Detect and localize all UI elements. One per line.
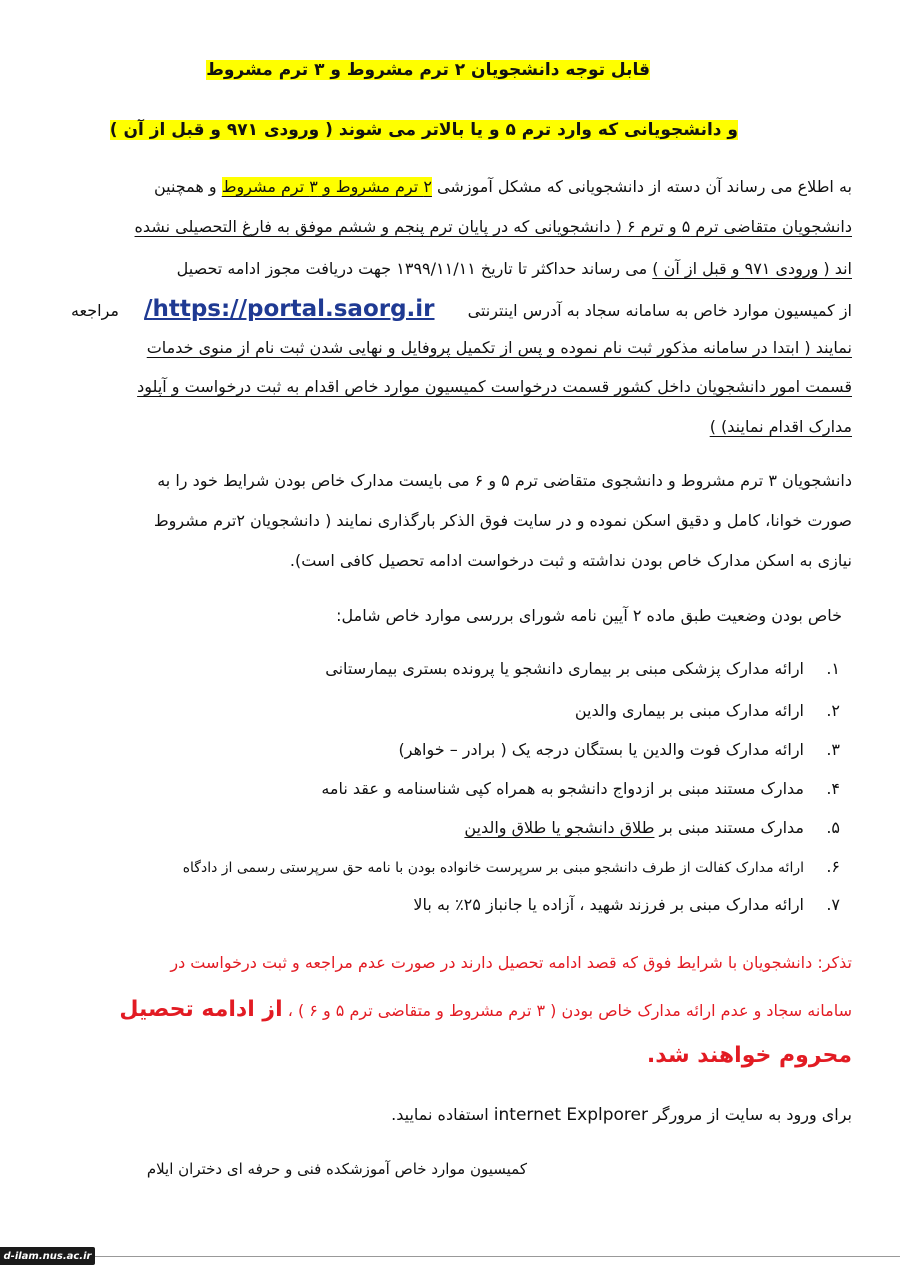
intro-line-4-a: از کمیسیون موارد خاص به سامانه سجاد به آدرس اینترنتی: [467, 301, 852, 320]
list-number: ۳.: [826, 740, 840, 759]
list-item: [399, 740, 840, 759]
list-item: [321, 779, 840, 798]
list-item: [575, 701, 840, 720]
browser-name: internet Explporer: [493, 1105, 648, 1125]
warning-line-2-a: سامانه سجاد و عدم ارائه مدارک خاص بودن ( ۳ ترم مشروط و متقاضی ترم ۵ و ۶ ) ،: [282, 1001, 852, 1020]
browser-note: [391, 1105, 852, 1125]
list-number: ۲.: [826, 701, 840, 720]
intro-line-7: [710, 417, 852, 436]
para2-line-3: نیازی به اسکن مدارک خاص بودن نداشته و ثبت درخواست ادامه تحصیل کافی است).: [289, 551, 852, 570]
browser-note-a: برای ورود به سایت از مرورگر: [647, 1105, 852, 1124]
header-line-1: [206, 60, 650, 80]
intro-line-7-text: مدارک اقدام نمایند) ): [709, 417, 852, 436]
list-number: ۷.: [826, 895, 840, 914]
intro-line-1-a: به اطلاع می رساند آن دسته از دانشجویانی که مشکل آموزشی: [431, 177, 852, 196]
warning-emphasis: از ادامه تحصیل: [119, 997, 283, 1022]
portal-link[interactable]: https://portal.saorg.ir/: [144, 296, 435, 322]
signature: کمیسیون موارد خاص آموزشکده فنی و حرفه ای دختران ایلام: [146, 1160, 527, 1178]
browser-note-b: استفاده نمایید.: [391, 1105, 494, 1124]
list-number: ۱.: [826, 659, 840, 678]
intro-line-1-b: و همچنین: [153, 177, 222, 196]
header-line-2: [110, 120, 738, 140]
para2-line-1: دانشجویان ۳ ترم مشروط و دانشجوی متقاضی ترم ۵ و ۶ می بایست مدارک خاص بودن شرایط خود را به: [157, 471, 852, 490]
warning-line-3: محروم خواهند شد.: [646, 1043, 852, 1068]
intro-line-3: [177, 259, 852, 278]
intro-line-3-b: می رساند حداکثر تا تاریخ ۱۳۹۹/۱۱/۱۱ جهت دریافت مجوز ادامه تحصیل: [176, 259, 653, 278]
site-badge[interactable]: d-ilam.nus.ac.ir: [0, 1247, 95, 1265]
header-line-1-text: قابل توجه دانشجویان ۲ ترم مشروط و ۳ ترم مشروط: [206, 60, 650, 80]
list-item: [183, 857, 840, 876]
warning-line-2: [119, 997, 852, 1022]
list-item: [413, 895, 840, 914]
list-intro: خاص بودن وضعیت طبق ماده ۲ آیین نامه شورای بررسی موارد خاص شامل:: [336, 606, 842, 625]
header-line-2-text: و دانشجویانی که وارد ترم ۵ و یا بالاتر می شوند ( ورودی ۹۷۱ و قبل از آن ): [109, 120, 738, 140]
list-item: [325, 659, 840, 678]
list-text: ارائه مدارک کفالت از طرف دانشجو مبنی بر سرپرست خانواده بودن با نامه حق سرپرستی رسمی از دادگاه: [182, 860, 804, 876]
list-text: ارائه مدارک مبنی بر فرزند شهید ، آزاده یا جانباز ۲۵٪ به بالا: [413, 895, 804, 914]
intro-line-2: دانشجویان متقاضی ترم ۵ و ترم ۶ ( دانشجویانی که در پایان ترم پنجم و ششم موفق به فارغ التحصیلی نشده: [134, 217, 852, 236]
list-text: مدارک مستند مبنی بر ازدواج دانشجو به همراه کپی شناسنامه و عقد نامه: [321, 779, 804, 798]
list-text: ارائه مدارک مبنی بر بیماری والدین: [574, 701, 804, 720]
footer-divider: [95, 1256, 900, 1257]
list-text: مدارک مستند مبنی بر: [654, 818, 804, 837]
list-number: ۶.: [826, 857, 840, 876]
intro-line-4: [71, 296, 852, 322]
intro-highlight: ۲ ترم مشروط و ۳ ترم مشروط: [221, 177, 432, 196]
para2-line-2: صورت خوانا، کامل و دقیق اسکن نموده و در سایت فوق الذکر بارگذاری نمایند ( دانشجویان ۲ترم مشروط: [153, 511, 852, 530]
list-text-underlined: طلاق دانشجو یا طلاق والدین: [464, 818, 655, 837]
list-item: [464, 818, 840, 837]
intro-line-3-a: اند ( ورودی ۹۷۱ و قبل از آن ): [652, 259, 852, 278]
intro-line-1: [154, 177, 852, 196]
list-number: ۵.: [826, 818, 840, 837]
list-text: ارائه مدارک پزشکی مبنی بر بیماری دانشجو یا پرونده بستری بیمارستانی: [325, 659, 804, 678]
list-text: ارائه مدارک فوت والدین یا بستگان درجه یک ( برادر – خواهر): [398, 740, 804, 759]
intro-line-6: قسمت امور دانشجویان داخل کشور قسمت درخواست کمیسیون موارد خاص اقدام به ثبت درخواست و آپلود: [137, 377, 852, 396]
intro-line-5: نمایند ( ابتدا در سامانه مذکور ثبت نام نموده و پس از تکمیل پروفایل و نهایی شدن ثبت نام از منوی خدمات: [146, 338, 852, 357]
intro-line-4-b: مراجعه: [70, 301, 119, 320]
warning-line-1: تذکر: دانشجویان با شرایط فوق که قصد ادامه تحصیل دارند در صورت عدم مراجعه و ثبت درخواست در: [170, 953, 852, 972]
list-number: ۴.: [826, 779, 840, 798]
